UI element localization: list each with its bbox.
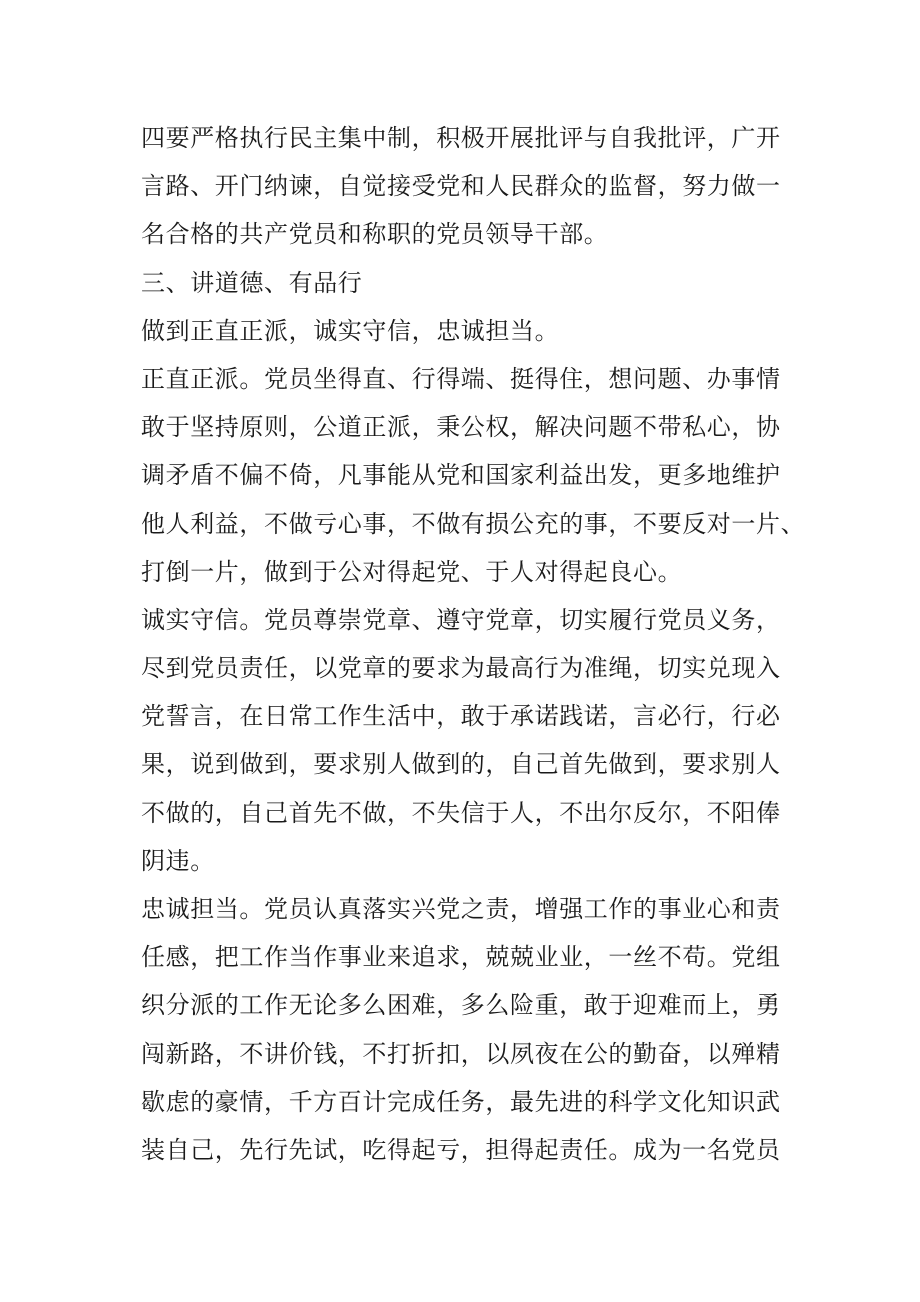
text-line: 名合格的共产党员和称职的党员领导干部。 — [141, 220, 609, 249]
text-line: 正直正派。党员坐得直、行得端、挺得住，想问题、办事情 — [141, 364, 781, 393]
text-line: 做到正直正派，诚实守信，忠诚担当。 — [141, 316, 560, 345]
text-line: 忠诚担当。党员认真落实兴党之责，增强工作的事业心和责 — [141, 895, 781, 923]
text-line: 任感，把工作当作事业来追求，兢兢业业，一丝不苟。党组 — [141, 943, 781, 972]
text-line: 阴违。 — [141, 846, 215, 875]
text-line: 诚实守信。党员尊崇党章、遵守党章，切实履行党员义务， — [141, 605, 781, 634]
text-line: 言路、开门纳谏，自觉接受党和人民群众的监督，努力做一 — [141, 172, 781, 201]
document-body — [141, 114, 806, 1174]
text-line: 果，说到做到，要求别人做到的，自己首先做到，要求别人 — [141, 750, 781, 779]
text-line: 他人利益，不做亏心事，不做有损公充的事，不要反对一片、 — [141, 509, 806, 538]
text-line: 尽到党员责任，以党章的要求为最高行为准绳，切实兑现入 — [141, 654, 781, 683]
text-line: 党誓言，在日常工作生活中，敢于承诺践诺，言必行，行必 — [141, 702, 781, 731]
text-line: 四要严格执行民主集中制，积极开展批评与自我批评，广开 — [141, 124, 781, 152]
text-line: 闯新路，不讲价钱，不打折扣，以夙夜在公的勤奋，以殚精 — [141, 1039, 781, 1068]
text-line: 装自己，先行先试，吃得起亏，担得起责任。成为一名党员 — [141, 1135, 781, 1164]
section-heading: 三、讲道德、有品行 — [141, 268, 363, 297]
text-line: 歇虑的豪情，千方百计完成任务，最先进的科学文化知识武 — [141, 1087, 781, 1116]
text-line: 打倒一片，做到于公对得起党、于人对得起良心。 — [141, 557, 683, 586]
text-line: 调矛盾不偏不倚，凡事能从党和国家利益出发，更多地维护 — [141, 461, 781, 490]
text-line: 织分派的工作无论多么困难，多么险重，敢于迎难而上，勇 — [141, 991, 781, 1020]
text-line: 敢于坚持原则，公道正派，秉公权，解决问题不带私心，协 — [141, 413, 781, 442]
text-line: 不做的，自己首先不做，不失信于人，不出尔反尔，不阳俸 — [141, 798, 781, 827]
